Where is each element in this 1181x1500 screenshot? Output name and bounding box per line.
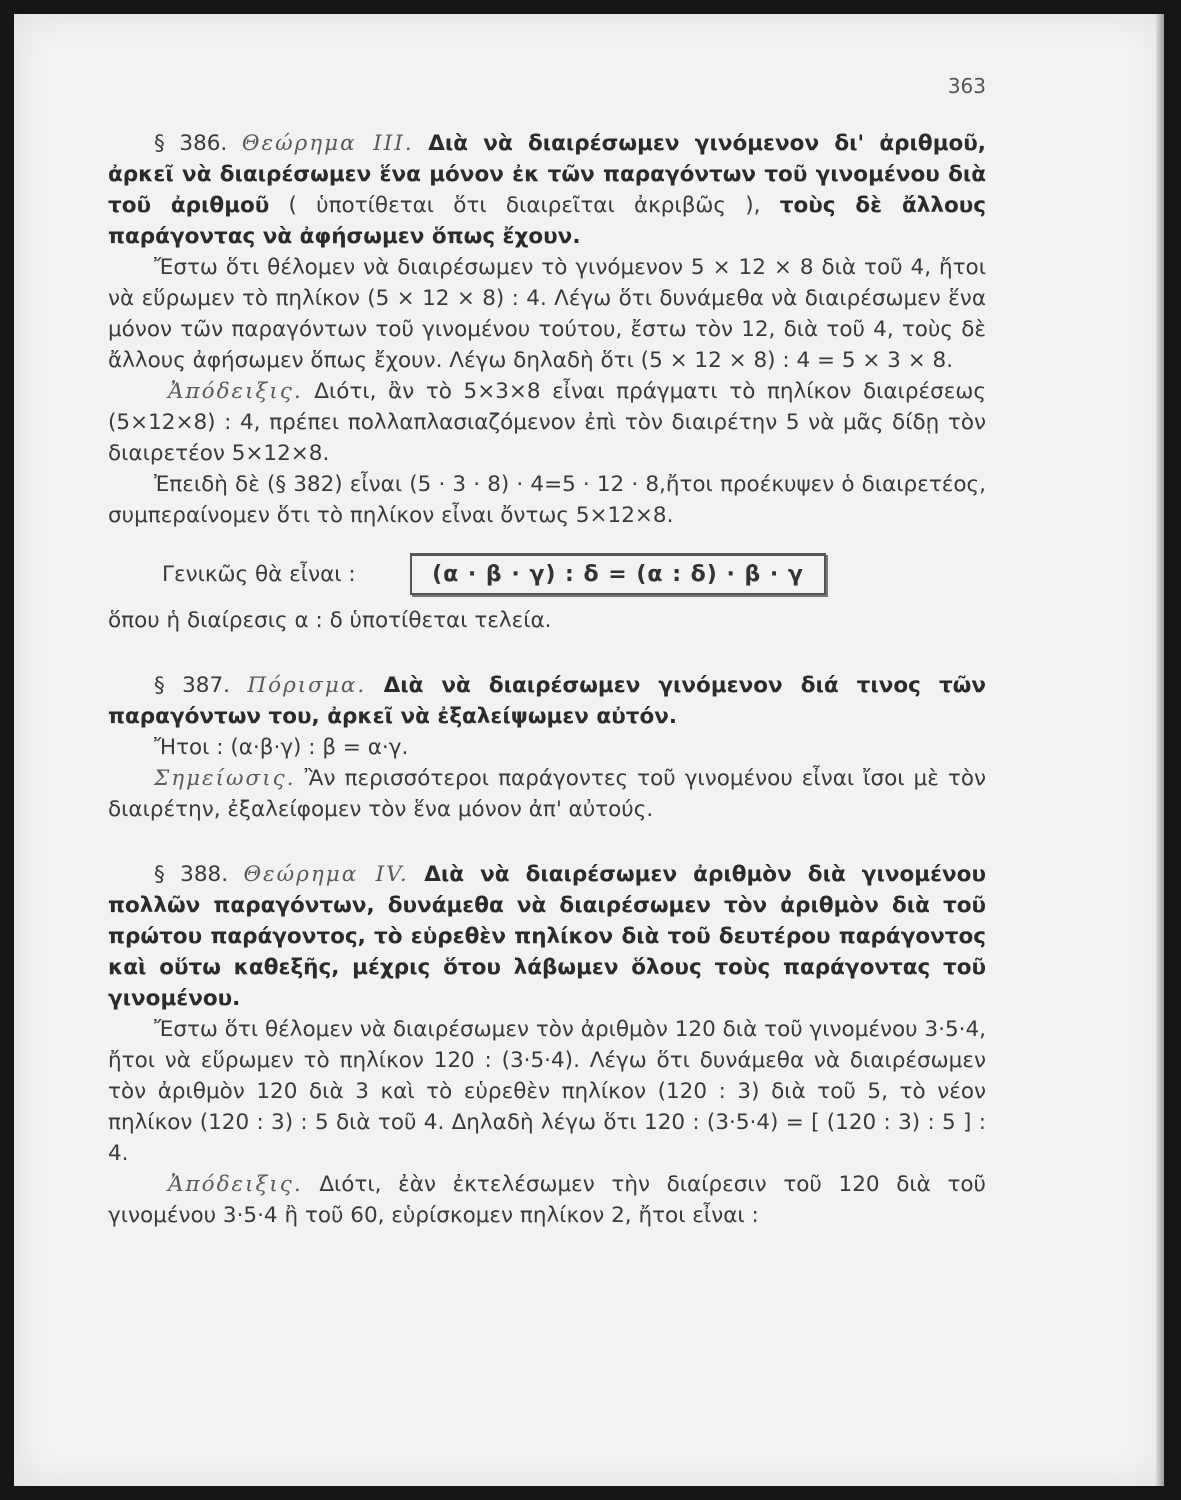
theorem-388-text: Διὰ νὰ διαιρέσωμεν ἀριθμὸν διὰ γινομένου πολλῶν παραγόντων, δυνάμεθα νὰ διαιρέσωμεν τὸν ἀριθμὸν διὰ τοῦ πρώτου παράγοντος, τὸ εὑρεθὲν πηλίκον διὰ τοῦ δευτέρου παράγοντος καὶ οὕτω καθεξῆς, μέχρις ὅτου λάβωμεν ὅλους τοὺς παράγοντας τοῦ γινομένου. xyxy=(108,862,986,1011)
proof-text-388: Διότι, ἐὰν ἐκτελέσωμεν τὴν διαίρεσιν τοῦ 120 διὰ τοῦ γινομένου 3·5·4 ἢ τοῦ 60, εὑρίσκομεν πηλίκον 2, ἤτοι εἶναι : xyxy=(108,1172,986,1228)
corollary-387-label: Πόρισμα. xyxy=(247,673,367,698)
theorem-386-remark: ( ὑποτίθεται ὅτι διαιρεῖται ἀκριβῶς ), xyxy=(288,193,761,218)
corollary-387-statement xyxy=(108,670,986,732)
corollary-387-note xyxy=(108,763,986,825)
general-formula-label: Γενικῶς θὰ εἶναι : xyxy=(162,561,356,587)
theorem-388-label: Θεώρημα IV. xyxy=(243,862,409,887)
theorem-386-since: Ἐπειδὴ δὲ (§ 382) εἶναι (5 · 3 · 8) · 4=5 · 12 · 8,ἤτοι προέκυψεν ὁ διαιρετέος, συμπεραίνομεν ὅτι τὸ πηλίκον εἶναι ὄντως 5×12×8. xyxy=(108,472,986,528)
note-text-387: Ἂν περισσότεροι παράγοντες τοῦ γινομένου εἶναι ἴσοι μὲ τὸν διαιρέτην, ἐξαλείφομεν τὸν ἕνα μόνον ἀπ' αὐτούς. xyxy=(108,766,986,822)
theorem-386-text: Διὰ νὰ διαιρέσωμεν γινόμενον δι' ἀριθμοῦ, ἀρκεῖ νὰ διαιρέσωμεν ἕνα μόνον ἐκ τῶν παραγόντων τοῦ γινομένου διὰ τοῦ ἀριθμοῦ xyxy=(108,131,986,218)
corollary-387-formula: Ἤτοι : (α·β·γ) : β = α·γ. xyxy=(154,735,409,760)
proof-label-388: Ἀπόδειξις. xyxy=(168,1172,303,1197)
theorem-386-text-end: τοὺς δὲ ἄλλους παράγοντας νὰ ἀφήσωμεν ὅπως ἔχουν. xyxy=(108,193,986,249)
theorem-386-where: ὅπου ἡ διαίρεσις α : δ ὑποτίθεται τελεία. xyxy=(108,608,552,633)
theorem-388-example: Ἔστω ὅτι θέλομεν νὰ διαιρέσωμεν τὸν ἀριθμὸν 120 διὰ τοῦ γινομένου 3·5·4, ἤτοι νὰ εὕρωμεν τὸ πηλίκον 120 : (3·5·4). Λέγω ὅτι δυνάμεθα νὰ διαιρέσωμεν τὸν ἀριθμὸν 120 διὰ 3 καὶ τὸ εὑρεθὲν πηλίκον (120 : 3) διὰ τοῦ 5, τὸ νέον πηλίκον (120 : 3) : 5 διὰ τοῦ 4. Δηλαδὴ λέγω ὅτι 120 : (3·5·4) = [ (120 : 3) : 5 ] : 4. xyxy=(108,1017,986,1166)
page-spine xyxy=(1156,14,1164,1486)
general-formula-row xyxy=(108,553,986,595)
note-label-387: Σημείωσις. xyxy=(154,766,296,791)
book-page xyxy=(14,14,1164,1486)
theorem-386-label: Θεώρημα III. xyxy=(241,131,414,156)
section-number-386: § 386. xyxy=(154,131,228,156)
theorem-386-example: Ἔστω ὅτι θέλομεν νὰ διαιρέσωμεν τὸ γινόμενον 5 × 12 × 8 διὰ τοῦ 4, ἤτοι νὰ εὕρωμεν τὸ πηλίκον (5 × 12 × 8) : 4. Λέγω ὅτι δυνάμεθα νὰ διαιρέσωμεν ἕνα μόνον τῶν παραγόντων τοῦ γινομένου τούτου, ἔστω τὸν 12, διὰ τοῦ 4, τοὺς δὲ ἄλλους ἀφήσωμεν ὅπως ἔχουν. Λέγω δηλαδὴ ὅτι (5 × 12 × 8) : 4 = 5 × 3 × 8. xyxy=(108,255,986,373)
section-number-387: § 387. xyxy=(154,673,231,698)
page-number: 363 xyxy=(947,74,986,98)
theorem-388-proof xyxy=(108,1169,986,1231)
proof-label-386: Ἀπόδειξις. xyxy=(168,379,303,404)
proof-text-386: Διότι, ἂν τὸ 5×3×8 εἶναι πράγματι τὸ πηλίκον διαιρέσεως (5×12×8) : 4, πρέπει πολλαπλασιαζόμενον ἐπὶ τὸν διαιρέτην 5 νὰ μᾶς δίδῃ τὸν διαιρετέον 5×12×8. xyxy=(108,379,986,466)
theorem-386-statement xyxy=(108,128,986,252)
general-formula-box: (α · β · γ) : δ = (α : δ) · β · γ xyxy=(410,553,826,595)
section-number-388: § 388. xyxy=(154,862,229,887)
theorem-388-statement xyxy=(108,859,986,1014)
theorem-386-proof xyxy=(108,376,986,469)
corollary-387-text: Διὰ νὰ διαιρέσωμεν γινόμενον διά τινος τῶν παραγόντων του, ἀρκεῖ νὰ ἐξαλείψωμεν αὐτόν. xyxy=(108,673,986,729)
page-content xyxy=(108,74,986,1231)
